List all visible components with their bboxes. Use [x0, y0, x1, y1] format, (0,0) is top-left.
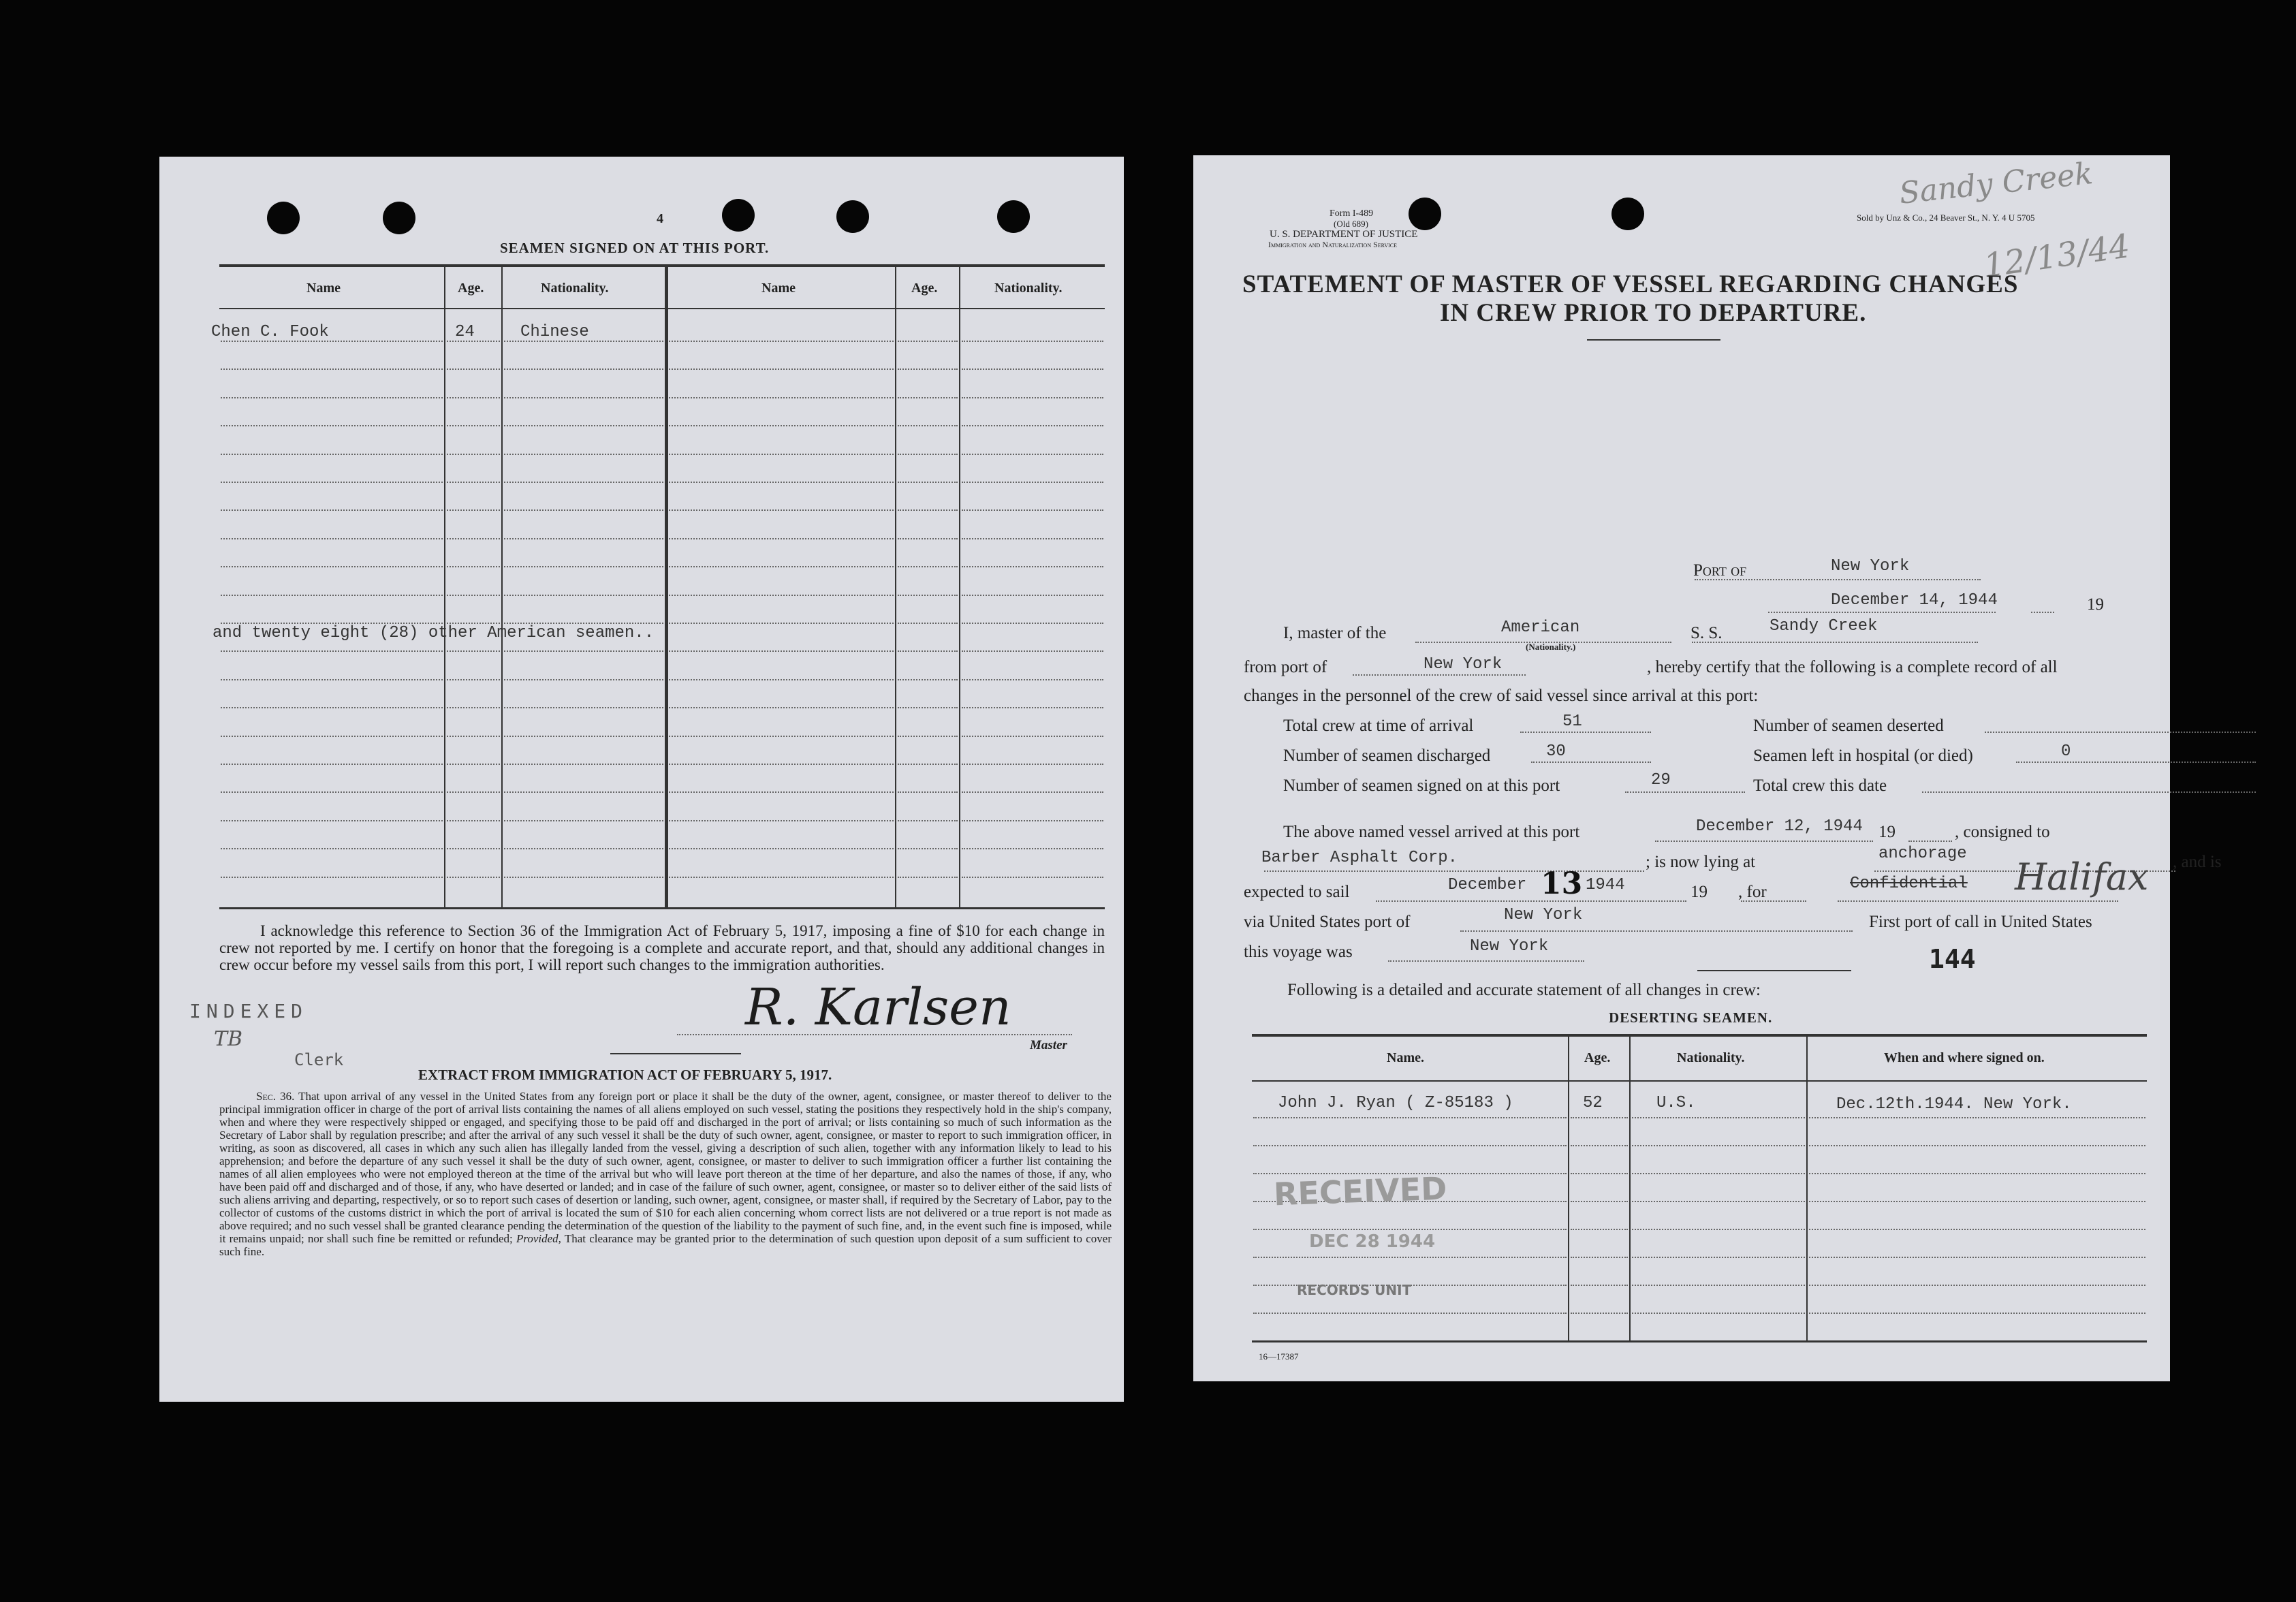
row-rule [962, 482, 1103, 483]
row-rule [669, 764, 894, 765]
clerk-initials: TB [214, 1027, 243, 1051]
extract-title: EXTRACT FROM IMMIGRATION ACT OF FEBRUARY 5, 1917. [418, 1067, 832, 1083]
row-rule [447, 482, 500, 483]
row-rule [1571, 1257, 1628, 1258]
punch-hole [383, 202, 415, 234]
column-divider-center [665, 266, 668, 907]
nationality-caption: (Nationality.) [1526, 642, 1576, 652]
page-number: 4 [657, 211, 663, 226]
row-rule [447, 877, 500, 878]
row-rule [504, 791, 663, 793]
row-rule [504, 736, 663, 737]
voyage-value: New York [1470, 937, 1549, 956]
port-of-value: New York [1831, 557, 1910, 576]
row-rule [504, 397, 663, 398]
row-rule [504, 509, 663, 511]
row-rule [221, 368, 443, 370]
row-rule [962, 679, 1103, 680]
field-line [1520, 732, 1651, 733]
row-rule [898, 482, 958, 483]
vessel-nationality: American [1501, 618, 1580, 637]
row-rule [1571, 1173, 1628, 1174]
column-header-name: Name [306, 281, 341, 296]
punch-hole [836, 200, 869, 233]
column-divider [895, 266, 896, 907]
row-rule [898, 679, 958, 680]
row-rule [669, 877, 894, 878]
hospital-label: Seamen left in hospital (or died) [1753, 747, 1973, 765]
signed-on-label: Number of seamen signed on at this port [1283, 776, 1560, 795]
deserting-seamen-title: DESERTING SEAMEN. [1609, 1009, 1773, 1026]
extract-proviso: Provided, [516, 1232, 561, 1245]
from-port-value: New York [1424, 655, 1503, 674]
row-rule [962, 454, 1103, 455]
row-rule [962, 341, 1103, 342]
expected-sail-label: expected to sail [1244, 883, 1350, 901]
row-rule [1253, 1313, 1567, 1314]
row-rule [221, 397, 443, 398]
row-rule [1809, 1173, 2145, 1174]
row-rule [221, 848, 443, 849]
from-port-label: from port of [1244, 658, 1327, 676]
voyage-label: this voyage was [1244, 943, 1353, 961]
punch-hole [1611, 198, 1644, 230]
indexed-stamp: INDEXED [189, 1000, 309, 1022]
stamped-number: 144 [1929, 944, 1976, 974]
deserting-table-bottom [1252, 1340, 2147, 1342]
received-stamp-unit: RECORDS UNIT [1297, 1282, 1412, 1298]
column-divider [959, 266, 960, 907]
discharged-label: Number of seamen discharged [1283, 747, 1491, 765]
following-text: Following is a detailed and accurate statement of all changes in crew: [1287, 981, 1761, 999]
signed-on-value: 29 [1651, 771, 1671, 789]
field-line [1655, 841, 1873, 842]
row-rule [898, 736, 958, 737]
row-rule [669, 848, 894, 849]
row-rule [1632, 1145, 1805, 1146]
row-rule [504, 425, 663, 426]
row-rule [221, 566, 443, 567]
handwritten-date: 12/13/44 [1981, 227, 2133, 285]
row-rule [447, 650, 500, 652]
sail-year-suffix: 19 [1690, 883, 1708, 901]
row-rule [669, 538, 894, 539]
vessel-name: Sandy Creek [1770, 617, 1878, 635]
field-line [1985, 732, 2256, 733]
row-rule [504, 650, 663, 652]
port-of-text: Port of [1693, 561, 1747, 580]
via-port-label: via United States port of [1244, 913, 1411, 931]
deserter-nationality: U.S. [1656, 1094, 1696, 1112]
field-line [1692, 642, 1978, 643]
seaman-name: Chen C. Fook [211, 323, 329, 341]
row-rule [962, 538, 1103, 539]
row-rule [1632, 1285, 1805, 1286]
arrival-date: December 12, 1944 [1696, 817, 1863, 836]
row-rule [221, 454, 443, 455]
row-rule [898, 623, 958, 624]
old-form-number: (Old 689) [1334, 219, 1368, 229]
row-rule [669, 566, 894, 567]
row-rule [221, 820, 443, 821]
service-name: Immigration and Naturalization Service [1268, 240, 1398, 249]
row-rule [447, 454, 500, 455]
row-rule [962, 368, 1103, 370]
form-title-line-1: STATEMENT OF MASTER OF VESSEL REGARDING CHANGES [1242, 270, 2019, 298]
row-rule [1632, 1229, 1805, 1230]
column-header-age: Age. [458, 281, 484, 296]
column-header-nationality: Nationality. [541, 281, 609, 296]
and-is-label: , and is [2173, 853, 2222, 871]
row-rule [669, 679, 894, 680]
statement-date: December 14, 1944 [1831, 591, 1998, 610]
extract-ending: That clearance may be granted prior to the determination of such question upon deposit of a sum sufficient to cover such fine. [219, 1232, 1112, 1258]
row-rule [962, 623, 1103, 624]
row-rule [221, 707, 443, 708]
consignee-value: Barber Asphalt Corp. [1261, 849, 1458, 867]
row-rule [669, 650, 894, 652]
deserter-name: John J. Ryan ( Z-85183 ) [1278, 1094, 1513, 1112]
row-rule [504, 848, 663, 849]
row-rule [669, 425, 894, 426]
row-rule [447, 848, 500, 849]
row-rule [447, 509, 500, 511]
ss-label: S. S. [1690, 624, 1723, 642]
punch-hole [722, 199, 755, 232]
row-rule [962, 736, 1103, 737]
row-rule [221, 509, 443, 511]
additional-seamen-entry: and twenty eight (28) other American seamen.. [213, 624, 655, 642]
row-rule [962, 707, 1103, 708]
row-rule [898, 341, 958, 342]
form-footer-code: 16—17387 [1259, 1351, 1299, 1362]
master-signature: R. Karlsen [745, 978, 1011, 1037]
sail-year: 1944 [1586, 876, 1625, 894]
row-rule [504, 679, 663, 680]
row-rule [898, 454, 958, 455]
right-page [1193, 155, 2222, 1381]
row-rule [504, 764, 663, 765]
sail-month: December [1448, 876, 1527, 894]
row-rule [1253, 1145, 1567, 1146]
row-rule [898, 650, 958, 652]
extract-section-lead: Sec. 36. [256, 1090, 295, 1103]
field-line [1460, 930, 1853, 932]
department-name: U. S. DEPARTMENT OF JUSTICE [1270, 229, 1418, 240]
row-rule [962, 397, 1103, 398]
row-rule [504, 877, 663, 878]
row-rule [962, 848, 1103, 849]
row-rule [962, 425, 1103, 426]
acknowledgment-text: I acknowledge this reference to Section 36 of the Immigration Act of February 5, 1917, imposing a fine of $10 for each change in crew not reported by me. I certify on honor that the foregoing is a complete and accurate report, and that, should any additional changes in crew occur before my vessel sails from this port, I will report such changes to the immigration authorities. [219, 922, 1105, 973]
row-rule [1253, 1117, 1567, 1118]
form-number: Form I-489 [1330, 208, 1374, 219]
deserter-age: 52 [1583, 1094, 1603, 1112]
field-line [1264, 870, 1644, 872]
field-line [1922, 791, 2256, 793]
row-rule [1809, 1201, 2145, 1202]
row-rule [221, 650, 443, 652]
row-rule [1571, 1313, 1628, 1314]
row-rule [962, 595, 1103, 596]
seaman-age: 24 [455, 323, 475, 341]
table-bottom-rule [219, 907, 1105, 909]
row-rule [221, 764, 443, 765]
for-label: , for [1738, 883, 1767, 901]
deserter-signed-on: Dec.12th.1944. New York. [1836, 1095, 2072, 1114]
row-rule [221, 425, 443, 426]
row-rule [447, 595, 500, 596]
voyage-rule [1697, 970, 1851, 971]
deserting-table-top [1252, 1034, 2147, 1037]
row-rule [1632, 1173, 1805, 1174]
row-rule [898, 820, 958, 821]
row-rule [669, 482, 894, 483]
row-rule [1809, 1257, 2145, 1258]
row-rule [447, 791, 500, 793]
via-port-value: New York [1504, 906, 1583, 924]
lying-at-label: ; is now lying at [1646, 853, 1756, 871]
column-header-nationality: Nationality. [994, 281, 1063, 296]
row-rule [1632, 1117, 1805, 1118]
received-stamp-date: DEC 28 1944 [1309, 1231, 1436, 1252]
row-rule [447, 764, 500, 765]
extract-rule [610, 1053, 741, 1054]
field-line [2016, 761, 2256, 763]
row-rule [504, 454, 663, 455]
row-rule [898, 791, 958, 793]
column-header-name: Name. [1387, 1050, 1424, 1065]
row-rule [669, 397, 894, 398]
sail-day-handwritten: 13 [1541, 866, 1583, 901]
field-line [1908, 841, 1952, 842]
row-rule [669, 707, 894, 708]
field-line [1353, 674, 1526, 676]
row-rule [898, 595, 958, 596]
discharged-value: 30 [1546, 742, 1566, 761]
row-rule [1253, 1257, 1567, 1258]
row-rule [1809, 1229, 2145, 1230]
row-rule [1571, 1229, 1628, 1230]
row-rule [962, 566, 1103, 567]
row-rule [504, 482, 663, 483]
row-rule [962, 877, 1103, 878]
deserting-table-header-rule [1252, 1080, 2147, 1082]
column-header-name: Name [761, 281, 796, 296]
row-rule [669, 791, 894, 793]
row-rule [447, 566, 500, 567]
field-line [1388, 960, 1584, 962]
row-rule [669, 454, 894, 455]
row-rule [504, 595, 663, 596]
arrival-year-suffix: 19 [1878, 823, 1896, 841]
total-crew-date-label: Total crew this date [1753, 776, 1887, 795]
row-rule [898, 707, 958, 708]
column-divider [1629, 1035, 1631, 1340]
row-rule [669, 595, 894, 596]
handwritten-vessel-name: Sandy Creek [1898, 156, 2095, 211]
row-rule [669, 341, 894, 342]
row-rule [1809, 1285, 2145, 1286]
row-rule [504, 820, 663, 821]
field-line [1768, 612, 1996, 613]
total-crew-arrival-value: 51 [1562, 712, 1582, 731]
hospital-value: 0 [2061, 742, 2071, 761]
row-rule [221, 482, 443, 483]
row-rule [898, 848, 958, 849]
punch-hole [997, 200, 1030, 233]
row-rule [669, 368, 894, 370]
row-rule [221, 538, 443, 539]
row-rule [504, 368, 663, 370]
row-rule [1809, 1145, 2145, 1146]
extract-body: That upon arrival of any vessel in the United States from any foreign port or place it shall be the duty of the owner, agent, consignee, or master thereof to deliver to the principal immigration officer in charge of the port of arrival lists containing the names of all aliens employed on such vessel, stating the positions they respectively hold in the ship's company, when and where they were respectively shipped or engaged, and specifying those to be paid off and discharged in the port of arrival; or lists containing so much of such information as the Secretary of Labor shall by regulation prescribe; and after the arrival of any such vessel it shall be the duty of such owner, agent, consignee, or master to report to such immigration officer, in writing, as soon as discovered, all cases in which any such alien has illegally landed from the vessel, giving a description of such alien, together with any information likely to lead to his apprehension; and before the departure of any such vessel it shall be the duty of such owner, agent, consignee, or master to deliver to such immigration officer a further list containing the names of all alien employees who were not employed thereon at the time of the arrival but who will leave port thereon at the time of her departure, and also the names of those, if any, who have been paid off and discharged and of those, if any, who have deserted or landed; and in case of the failure of such owner, agent, consignee, or master so to deliver either of the said lists of such aliens arriving and departing, respectively, or so to report such cases of desertion or landing, such owner, agent, consignee, or master shall, if required by the Secretary of Labor, pay to the collector of customs of the customs district in which the port of arrival is located the sum of $10 for each alien concerning whom correct lists are not delivered or a true report is not made as above required; and no such vessel shall be granted clearance pending the determination of the question of the liability to the payment of such fine, and, in the event such fine is imposed, while it remains unpaid; nor shall such fine be remitted or refunded; [219, 1090, 1112, 1245]
field-line [1376, 900, 1686, 902]
destination-struck: Confidential [1850, 875, 1968, 893]
row-rule [1632, 1257, 1805, 1258]
table-header-rule [219, 308, 1105, 309]
consigned-label: , consigned to [1955, 823, 2050, 841]
row-rule [898, 397, 958, 398]
certify-text-continued: changes in the personnel of the crew of said vessel since arrival at this port: [1244, 687, 1759, 705]
field-line [1625, 791, 1745, 793]
row-rule [669, 623, 894, 624]
row-rule [447, 679, 500, 680]
row-rule [447, 707, 500, 708]
punch-hole [1409, 198, 1441, 230]
row-rule [447, 820, 500, 821]
total-crew-arrival-label: Total crew at time of arrival [1283, 717, 1474, 735]
master-label: Master [1030, 1038, 1067, 1052]
row-rule [447, 425, 500, 426]
extract-paragraph [219, 1090, 1112, 1258]
row-rule [1253, 1229, 1567, 1230]
field-line [1838, 900, 2118, 902]
row-rule [898, 764, 958, 765]
row-rule [898, 425, 958, 426]
section-title: SEAMEN SIGNED ON AT THIS PORT. [500, 240, 770, 256]
row-rule [504, 707, 663, 708]
received-stamp: RECEIVED [1273, 1169, 1448, 1213]
row-rule [447, 736, 500, 737]
row-rule [962, 764, 1103, 765]
left-page [159, 157, 1124, 1402]
column-divider [444, 266, 445, 907]
clerk-label: Clerk [294, 1050, 344, 1069]
row-rule [1571, 1285, 1628, 1286]
row-rule [1632, 1201, 1805, 1202]
column-divider [1806, 1035, 1808, 1340]
lying-at-value: anchorage [1878, 845, 1967, 863]
date-year-suffix: 19 [2087, 595, 2104, 614]
row-rule [669, 736, 894, 737]
row-rule [1571, 1201, 1628, 1202]
row-rule [221, 736, 443, 737]
row-rule [1632, 1313, 1805, 1314]
row-rule [221, 791, 443, 793]
row-rule [1571, 1145, 1628, 1146]
row-rule [669, 820, 894, 821]
row-rule [221, 679, 443, 680]
row-rule [962, 650, 1103, 652]
row-rule [898, 538, 958, 539]
form-title-line-2: IN CREW PRIOR TO DEPARTURE. [1440, 299, 1867, 327]
column-header-age: Age. [911, 281, 938, 296]
column-divider [501, 266, 503, 907]
column-header-signed-on: When and where signed on. [1884, 1050, 2045, 1065]
port-of-label [1693, 561, 1746, 580]
row-rule [504, 538, 663, 539]
row-rule [1809, 1117, 2145, 1118]
seaman-nationality: Chinese [520, 323, 589, 341]
row-rule [898, 509, 958, 511]
row-rule [898, 566, 958, 567]
row-rule [447, 368, 500, 370]
row-rule [669, 509, 894, 511]
deserted-label: Number of seamen deserted [1753, 717, 1944, 735]
row-rule [447, 538, 500, 539]
seller-note: Sold by Unz & Co., 24 Beaver St., N. Y. 4 U 5705 [1857, 213, 2035, 223]
row-rule [962, 791, 1103, 793]
arrived-label: The above named vessel arrived at this port [1283, 823, 1580, 841]
punch-hole [267, 202, 300, 234]
row-rule [898, 877, 958, 878]
title-rule [1587, 339, 1720, 341]
row-rule [1571, 1117, 1628, 1118]
field-line [1531, 761, 1651, 763]
row-rule [962, 509, 1103, 511]
row-rule [962, 820, 1103, 821]
field-line [2031, 612, 2054, 613]
column-header-nationality: Nationality. [1677, 1050, 1745, 1065]
master-of-label: I, master of the [1283, 624, 1387, 642]
certify-text: , hereby certify that the following is a complete record of all [1647, 658, 2058, 676]
row-rule [221, 595, 443, 596]
row-rule [898, 368, 958, 370]
column-divider [1568, 1035, 1569, 1340]
row-rule [1809, 1313, 2145, 1314]
table-top-rule [219, 264, 1105, 267]
first-port-label: First port of call in United States [1869, 913, 2092, 931]
row-rule [447, 397, 500, 398]
row-rule [221, 877, 443, 878]
destination-handwritten: Halifax [2015, 855, 2149, 898]
row-rule [504, 566, 663, 567]
column-header-age: Age. [1584, 1050, 1611, 1065]
